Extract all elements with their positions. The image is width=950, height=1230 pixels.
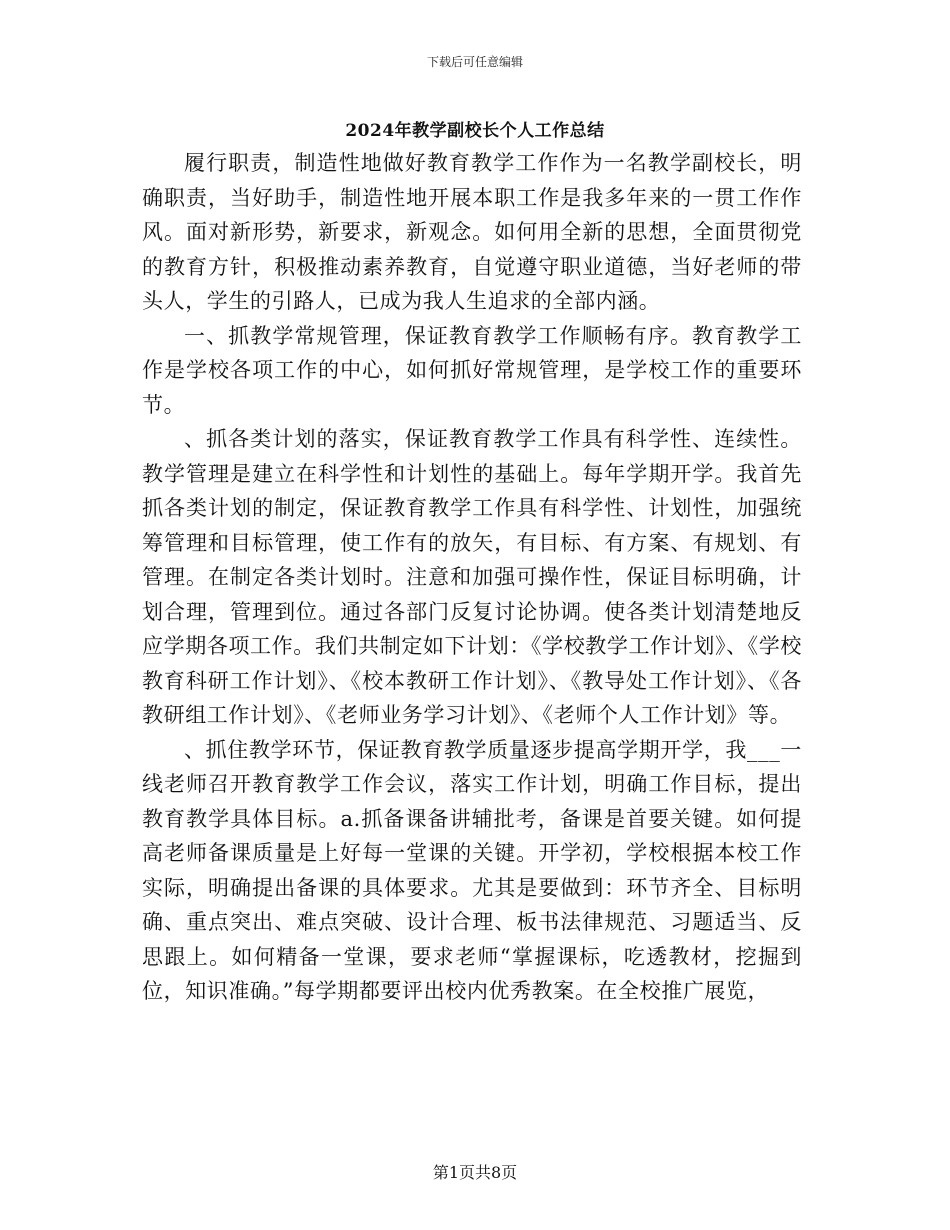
page-footer: 第1页共8页 — [432, 1163, 518, 1182]
header-note: 下载后可任意编辑 — [426, 55, 523, 69]
paragraph-teaching-links: 、抓住教学环节，保证教育教学质量逐步提高学期开学，我___一线老师召开教育教学工作会议，落实工作计划，明确工作目标，提出教育教学具体目标。a.抓备课备讲辅批考，备课是首要关键。如何提高老师备课质量是上好每一堂课的关键。开学初，学校根据本校工作实际，明确提出备课的具体要求。尤其是要做到：环节齐全、目标明确、重点突出、难点突破、设计合理、板书法律规范、习题适当、反思跟上。如何精备一堂课，要求老师“掌握课标，吃透教材，挖掘到位，知识准确。”每学期都要评出校内优秀教案。在全校推广展览， — [142, 737, 802, 1003]
document-title: 2024年教学副校长个人工作总结 — [345, 121, 605, 141]
paragraph-intro: 履行职责，制造性地做好教育教学工作作为一名教学副校长，明确职责，当好助手，制造性地开展本职工作是我多年来的一贯工作作风。面对新形势，新要求，新观念。如何用全新的思想，全面贯彻党的教育方针，积极推动素养教育，自觉遵守职业道德，当好老师的带头人，学生的引路人，已成为我人生追求的全部内涵。 — [142, 151, 802, 313]
document-body — [142, 146, 802, 1009]
paragraph-plans: 、抓各类计划的落实，保证教育教学工作具有科学性、连续性。教学管理是建立在科学性和计划性的基础上。每年学期开学。我首先抓各类计划的制定，保证教育教学工作具有科学性、计划性，加强统筹管理和目标管理，使工作有的放矢，有目标、有方案、有规划、有管理。在制定各类计划时。注意和加强可操作性，保证目标明确，计划合理，管理到位。通过各部门反复讨论协调。使各类计划清楚地反应学期各项工作。我们共制定如下计划：《学校教学工作计划》、《学校教育科研工作计划》、《校本教研工作计划》、《教导处工作计划》、《各教研组工作计划》、《老师业务学习计划》、《老师个人工作计划》等。 — [142, 427, 802, 727]
paragraph-section-1: 一、抓教学常规管理，保证教育教学工作顺畅有序。教育教学工作是学校各项工作的中心，如何抓好常规管理，是学校工作的重要环节。 — [142, 323, 802, 417]
